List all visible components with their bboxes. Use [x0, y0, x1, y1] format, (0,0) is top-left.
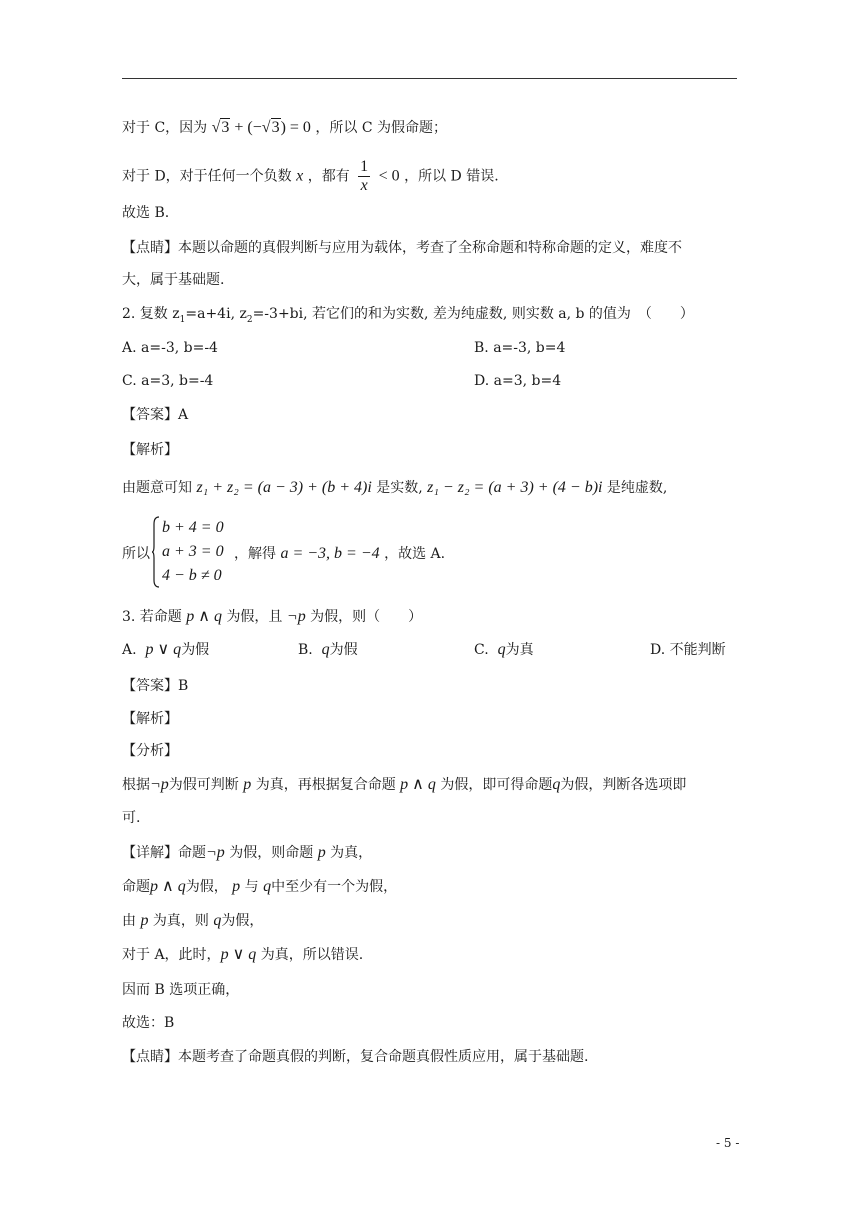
text: 为真，则	[152, 913, 209, 929]
text: 是实数,	[376, 480, 423, 496]
q3-fenxi-line-1	[122, 775, 686, 795]
equation-1: b + 4 = 0	[162, 519, 224, 536]
math: p ∧ q	[150, 878, 186, 895]
math-sqrt-expression: √3 + (−√3) = 0	[211, 119, 311, 136]
text: 为假，	[221, 913, 264, 929]
line-option-c-analysis	[122, 118, 447, 138]
q2-option-b: B. a=-3, b=4	[474, 340, 566, 356]
text: 为真	[505, 642, 534, 658]
question-2-stem	[122, 304, 694, 330]
text: 2. 复数 z	[122, 306, 180, 322]
text: 为假	[329, 642, 358, 658]
q3-option-b	[298, 640, 358, 660]
math-var-x: x	[296, 167, 304, 185]
text: 对于 A，此时，	[122, 947, 221, 963]
q3-fenxi-line-2: 可.	[122, 810, 141, 826]
system-label: 所以	[122, 546, 150, 562]
equation-3: 4 − b ≠ 0	[162, 567, 222, 584]
text: 为假，则（ ）	[310, 609, 423, 625]
q3-detail-line-4	[122, 945, 363, 965]
text: ，故选 A.	[384, 546, 446, 562]
q2-solution-line	[122, 478, 667, 498]
equation-2: a + 3 = 0	[162, 543, 224, 560]
text: 由	[122, 913, 136, 929]
q3-detail-line-3	[122, 911, 263, 931]
q3-comment-line: 【点睛】本题考查了命题真假的判断，复合命题真假性质应用，属于基础题.	[122, 1049, 589, 1065]
math: q	[263, 878, 272, 895]
text: C.	[474, 642, 489, 658]
math-difference: z₁ − z₂ = (a + 3) + (4 − b)i	[427, 479, 603, 496]
frac-numerator: 1	[360, 158, 369, 175]
q3-analysis-heading: 【解析】	[122, 711, 178, 727]
page-number: - 5 -	[716, 1136, 740, 1150]
text: 【详解】命题	[122, 845, 206, 861]
text: ，都有	[307, 168, 350, 185]
text: ，所以 D 错误.	[404, 168, 499, 185]
q3-fenxi-heading: 【分析】	[122, 743, 178, 759]
subscript: 1	[179, 314, 186, 325]
text: 为假，判断各选项即	[560, 777, 687, 793]
text: 为假	[181, 642, 210, 658]
text: 与	[244, 879, 259, 895]
math: q	[552, 776, 561, 793]
math: p ∨ q	[220, 946, 257, 963]
conclusion-line: 故选 B.	[122, 205, 170, 221]
text: B.	[298, 642, 313, 658]
math: p	[140, 912, 149, 929]
text: 对于 D，对于任何一个负数	[122, 168, 292, 185]
math: ¬p	[206, 844, 225, 861]
text: 中至少有一个为假，	[271, 879, 398, 895]
q3-detail-line-5: 因而 B 选项正确，	[122, 982, 240, 998]
math: p	[243, 776, 252, 793]
q2-answer: 【答案】A	[122, 407, 189, 423]
text: 为真，	[330, 845, 373, 861]
math-disjunction: p ∨ q	[145, 641, 182, 658]
text: ，所以 C 为假命题；	[315, 120, 447, 136]
q3-detail-line-6: 故选：B	[122, 1015, 175, 1031]
comment-line-1: 【点睛】本题以命题的真假判断与应用为载体，考查了全称命题和特称命题的定义，难度不	[122, 240, 682, 256]
q2-analysis-heading: 【解析】	[122, 442, 178, 458]
q3-option-d: D. 不能判断	[650, 642, 726, 658]
q3-answer: 【答案】B	[122, 678, 189, 694]
math-solution: a = −3, b = −4	[280, 545, 380, 562]
math: p	[232, 878, 241, 895]
text: A.	[122, 642, 137, 658]
left-brace-icon	[152, 516, 160, 588]
q2-option-a: A. a=-3, b=-4	[122, 340, 218, 356]
text: 根据	[122, 777, 150, 793]
math: ¬p	[150, 776, 169, 793]
text: 由题意可知	[122, 480, 192, 496]
math: p ∧ q	[400, 776, 436, 793]
text: 为假可判断	[168, 777, 239, 793]
text: 是纯虚数,	[606, 480, 668, 496]
text: 3. 若命题	[122, 609, 182, 625]
text: 为假，即可得命题	[440, 777, 553, 793]
text: =-3+bi, 若它们的和为实数, 差为纯虚数, 则实数 a, b 的值为 （ ）	[252, 306, 694, 322]
text: 为假，且	[226, 609, 283, 625]
math-var: q	[497, 641, 506, 658]
math-fraction	[358, 158, 370, 195]
q3-option-a	[122, 640, 209, 660]
frac-denominator: x	[360, 177, 368, 194]
math-conjunction: p ∧ q	[186, 608, 222, 625]
text: ，解得	[234, 546, 276, 562]
math-inequality: < 0	[378, 167, 400, 185]
q3-detail-line-1	[122, 843, 372, 863]
subscript: 2	[246, 314, 253, 325]
q2-option-d: D. a=3, b=4	[474, 373, 562, 389]
text: 为假，则命题	[229, 845, 314, 861]
question-3-stem	[122, 607, 422, 627]
math: q	[213, 912, 222, 929]
math-var: q	[321, 641, 330, 658]
q2-option-c: C. a=3, b=-4	[122, 373, 214, 389]
header-rule	[122, 78, 737, 79]
text: =a+4i, z	[185, 306, 247, 322]
text: 为真，所以错误.	[260, 947, 364, 963]
line-option-d-analysis	[122, 158, 499, 195]
text: 对于 C，因为	[122, 120, 208, 136]
text: 为真，再根据复合命题	[255, 777, 396, 793]
q3-option-c	[474, 640, 534, 660]
math-sum: z₁ + z₂ = (a − 3) + (b + 4)i	[196, 479, 372, 496]
q3-detail-line-2	[122, 877, 397, 897]
system-equations	[162, 516, 224, 588]
system-solution	[234, 543, 445, 563]
math-negation: ¬p	[286, 608, 306, 625]
comment-line-2: 大，属于基础题.	[122, 272, 225, 288]
text: 命题	[122, 879, 150, 895]
text: 为假，	[185, 879, 228, 895]
math: p	[317, 844, 326, 861]
